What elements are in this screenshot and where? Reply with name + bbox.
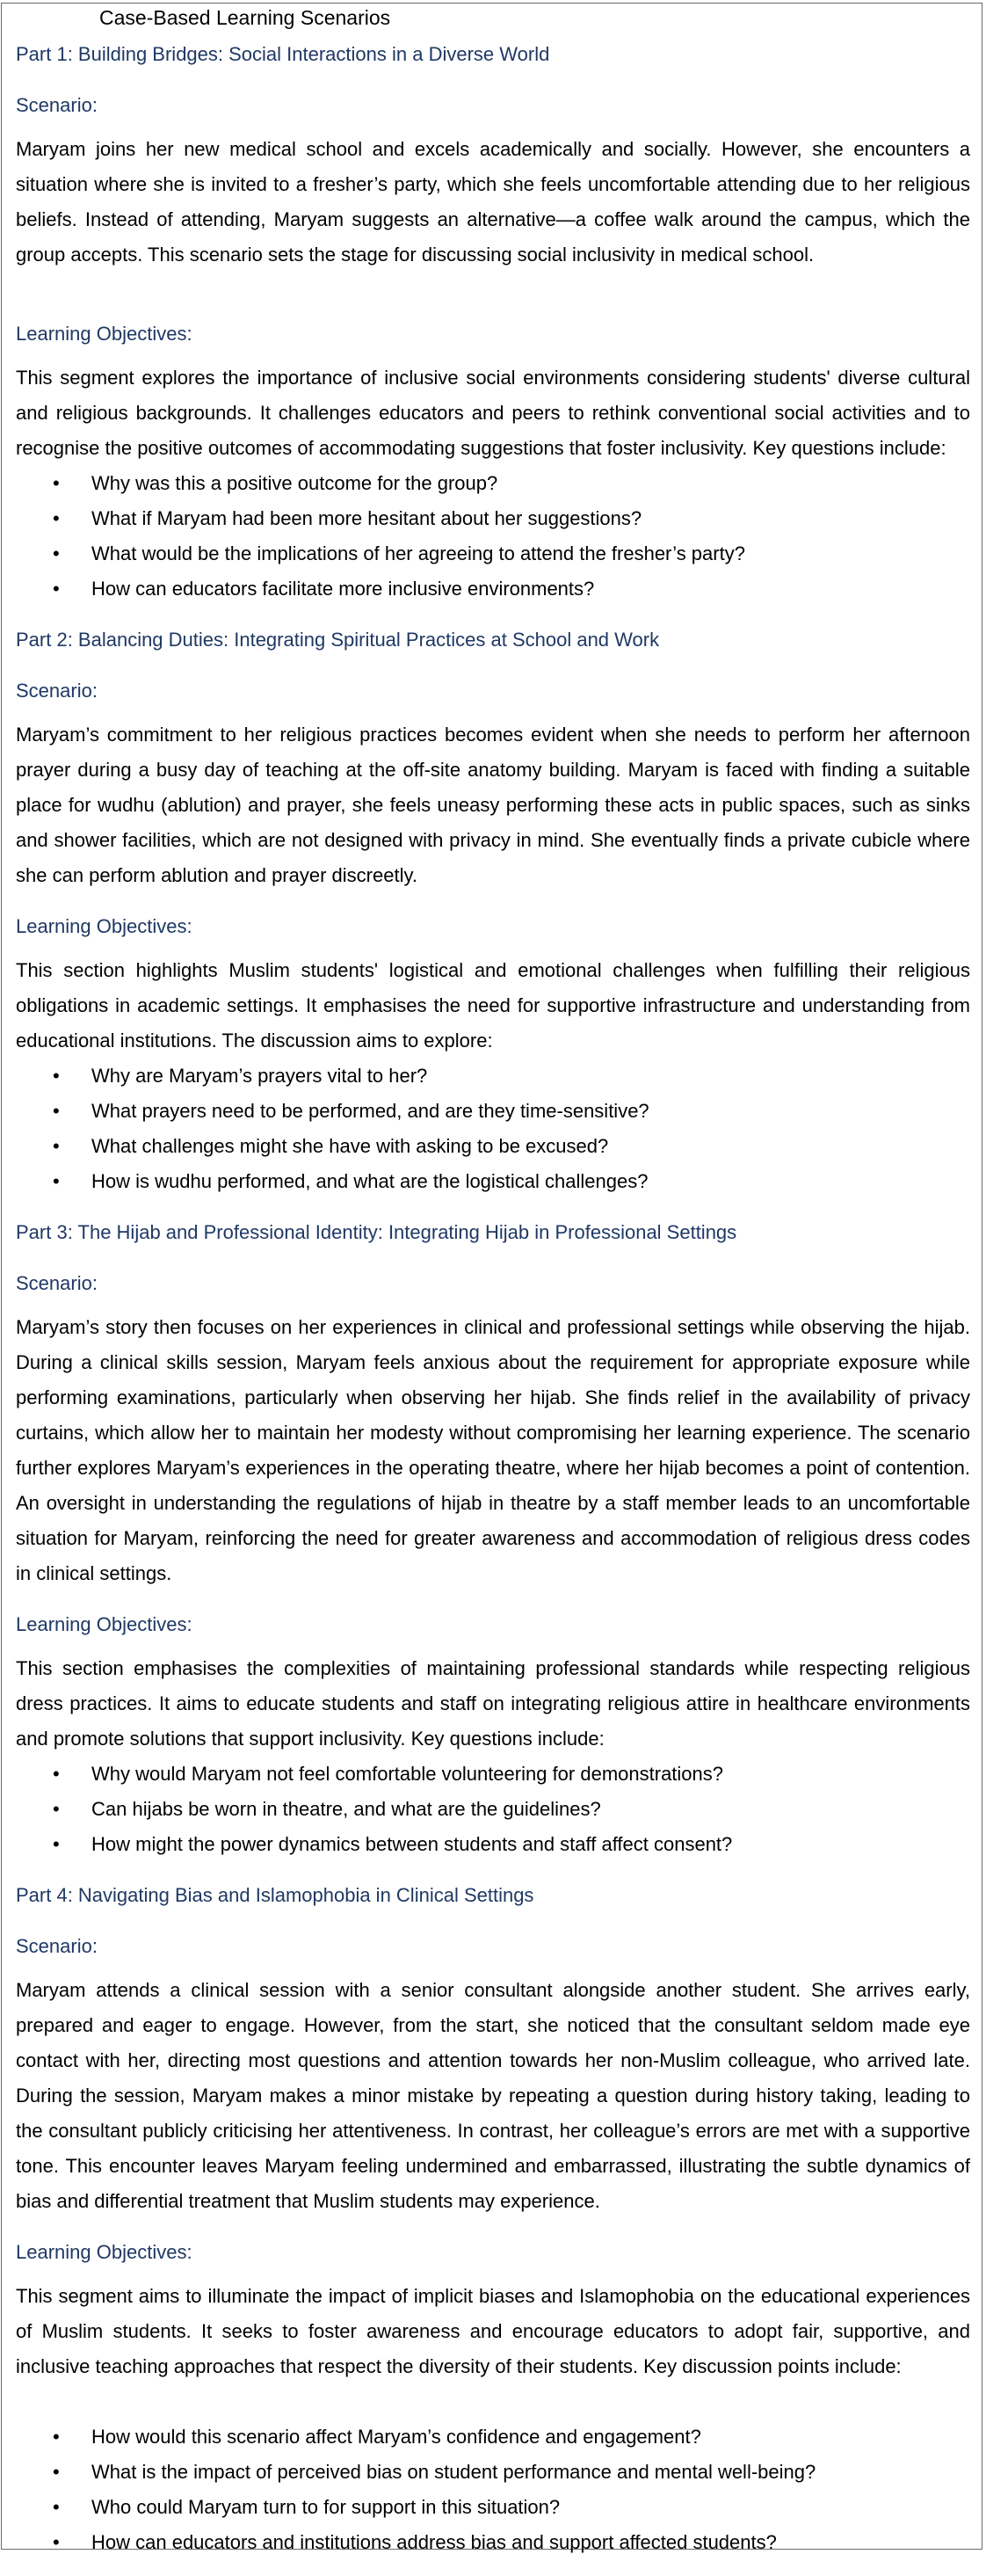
question-text: Who could Maryam turn to for support in this situation? <box>91 2496 561 2518</box>
part-1-heading: Part 1: Building Bridges: Social Interactions in a Diverse World <box>16 43 550 65</box>
part-3-scenario-label: Scenario: <box>16 1272 98 1294</box>
list-item <box>16 466 970 501</box>
part-3-heading: Part 3: The Hijab and Professional Identity: Integrating Hijab in Professional Settings <box>16 1221 737 1243</box>
question-text: How might the power dynamics between students and staff affect consent? <box>91 1833 733 1855</box>
part-2-scenario-label: Scenario: <box>16 680 98 702</box>
bullet-icon: • <box>53 1065 60 1087</box>
list-item <box>16 2455 970 2490</box>
question-text: What is the impact of perceived bias on student performance and mental well-being? <box>91 2461 816 2483</box>
list-item <box>16 536 970 571</box>
part-1-scenario-text: Maryam joins her new medical school and excels academically and socially. However, she encounters a situation where she is invited to a fresher’s party, which she feels uncomfortable attending due to her religious beliefs. Instead of attending, Maryam suggests an alternative—a coffee walk around the campus, which the group accepts. This scenario sets the stage for discussing social inclusivity in medical school. <box>16 138 970 266</box>
part-4-section <box>16 1878 970 2560</box>
question-text: What prayers need to be performed, and are they time-sensitive? <box>91 1100 649 1122</box>
part-4-objectives-text: This segment aims to illuminate the impact of implicit biases and Islamophobia on the educational experiences of Muslim students. It seeks to foster awareness and encourage educators to adopt fair, supportive, and inclusive teaching approaches that respect the diversity of their students. Key discussion points include: <box>16 2285 970 2377</box>
part-1-objectives-label: Learning Objectives: <box>16 323 192 345</box>
bullet-icon: • <box>53 542 60 564</box>
question-text: How would this scenario affect Maryam’s confidence and engagement? <box>91 2426 701 2448</box>
question-text: Why are Maryam’s prayers vital to her? <box>91 1065 428 1087</box>
part-2-question-list <box>16 1059 970 1199</box>
part-1-question-list <box>16 466 970 607</box>
list-item <box>16 571 970 607</box>
bullet-icon: • <box>53 2531 60 2553</box>
bullet-icon: • <box>53 1833 60 1855</box>
question-text: How can educators and institutions address bias and support affected students? <box>91 2531 777 2553</box>
list-item <box>16 1059 970 1094</box>
part-1-objectives-text: This segment explores the importance of inclusive social environments considering students' diverse cultural and religious backgrounds. It challenges educators and peers to rethink conventional social activities and to recognise the positive outcomes of accommodating suggestions that foster inclusivity. Key questions include: <box>16 367 970 459</box>
part-2-scenario-text: Maryam’s commitment to her religious practices becomes evident when she needs to perform her afternoon prayer during a busy day of teaching at the off-site anatomy building. Maryam is faced with finding a suitable place for wudhu (ablution) and prayer, she feels uneasy performing these acts in public spaces, such as sinks and shower facilities, which are not designed with privacy in mind. She eventually finds a private cubicle where she can perform ablution and prayer discreetly. <box>16 724 970 886</box>
part-4-scenario-label: Scenario: <box>16 1935 98 1957</box>
part-3-objectives-label: Learning Objectives: <box>16 1613 192 1635</box>
part-3-objectives-text: This section emphasises the complexities of maintaining professional standards while respecting religious dress practices. It aims to educate students and staff on integrating religious attire in healthcare environments and promote solutions that support inclusivity. Key questions include: <box>16 1657 970 1750</box>
list-item <box>16 2490 970 2525</box>
bullet-icon: • <box>53 1135 60 1157</box>
question-text: Can hijabs be worn in theatre, and what are the guidelines? <box>91 1798 601 1820</box>
part-2-objectives-text: This section highlights Muslim students' logistical and emotional challenges when fulfilling their religious obligations in academic settings. It emphasises the need for supportive infrastructure and understanding from educational institutions. The discussion aims to explore: <box>16 959 970 1052</box>
document-body <box>16 37 970 2576</box>
part-4-scenario-text: Maryam attends a clinical session with a senior consultant alongside another student. She arrives early, prepared and eager to engage. However, from the start, she noticed that the consultant seldom made eye contact with her, directing most questions and attention towards her non-Muslim colleague, who arrived late. During the session, Maryam makes a minor mistake by repeating a question during history taking, leading to the consultant publicly criticising her attentiveness. In contrast, her colleague’s errors are met with a supportive tone. This encounter leaves Maryam feeling undermined and embarrassed, illustrating the subtle dynamics of bias and differential treatment that Muslim students may experience. <box>16 1979 970 2212</box>
list-item <box>16 501 970 536</box>
part-2-section <box>16 622 970 1199</box>
part-3-scenario-text: Maryam’s story then focuses on her experiences in clinical and professional settings while observing the hijab. During a clinical skills session, Maryam feels anxious about the requirement for appropriate exposure while performing examinations, particularly when observing her hijab. She finds relief in the availability of privacy curtains, which allow her to maintain her modesty without compromising her learning experience. The scenario further explores Maryam’s experiences in the operating theatre, where her hijab becomes a point of contention. An oversight in understanding the regulations of hijab in theatre by a staff member leads to an uncomfortable situation for Maryam, reinforcing the need for greater awareness and accommodation of religious dress codes in clinical settings. <box>16 1316 970 1584</box>
spacer <box>16 2384 970 2420</box>
bullet-icon: • <box>53 1798 60 1820</box>
list-item <box>16 1094 970 1129</box>
list-item <box>16 1164 970 1199</box>
question-text: How can educators facilitate more inclusive environments? <box>91 578 595 600</box>
bullet-icon: • <box>53 2496 60 2518</box>
list-item <box>16 1792 970 1827</box>
question-text: Why was this a positive outcome for the group? <box>91 472 498 494</box>
question-text: How is wudhu performed, and what are the logistical challenges? <box>91 1170 649 1192</box>
question-text: Why would Maryam not feel comfortable volunteering for demonstrations? <box>91 1763 724 1785</box>
list-item <box>16 1129 970 1164</box>
part-2-objectives-label: Learning Objectives: <box>16 915 192 937</box>
document-title: Case-Based Learning Scenarios <box>99 6 391 29</box>
question-text: What would be the implications of her agreeing to attend the fresher’s party? <box>91 542 745 564</box>
part-4-heading: Part 4: Navigating Bias and Islamophobia in Clinical Settings <box>16 1884 534 1906</box>
part-1-scenario-label: Scenario: <box>16 94 98 116</box>
bullet-icon: • <box>53 578 60 600</box>
list-item <box>16 1757 970 1792</box>
list-item <box>16 2525 970 2560</box>
bullet-icon: • <box>53 507 60 529</box>
part-3-section <box>16 1215 970 1862</box>
bullet-icon: • <box>53 1763 60 1785</box>
list-item <box>16 1827 970 1862</box>
bullet-icon: • <box>53 2426 60 2448</box>
part-4-objectives-label: Learning Objectives: <box>16 2241 192 2263</box>
part-4-question-list <box>16 2420 970 2560</box>
part-3-question-list <box>16 1757 970 1862</box>
bullet-icon: • <box>53 2461 60 2483</box>
question-text: What challenges might she have with asking to be excused? <box>91 1135 609 1157</box>
question-text: What if Maryam had been more hesitant about her suggestions? <box>91 507 642 529</box>
part-1-section <box>16 37 970 607</box>
part-2-heading: Part 2: Balancing Duties: Integrating Spiritual Practices at School and Work <box>16 629 660 651</box>
list-item <box>16 2420 970 2455</box>
bullet-icon: • <box>53 1100 60 1122</box>
bullet-icon: • <box>53 1170 60 1192</box>
bullet-icon: • <box>53 472 60 494</box>
